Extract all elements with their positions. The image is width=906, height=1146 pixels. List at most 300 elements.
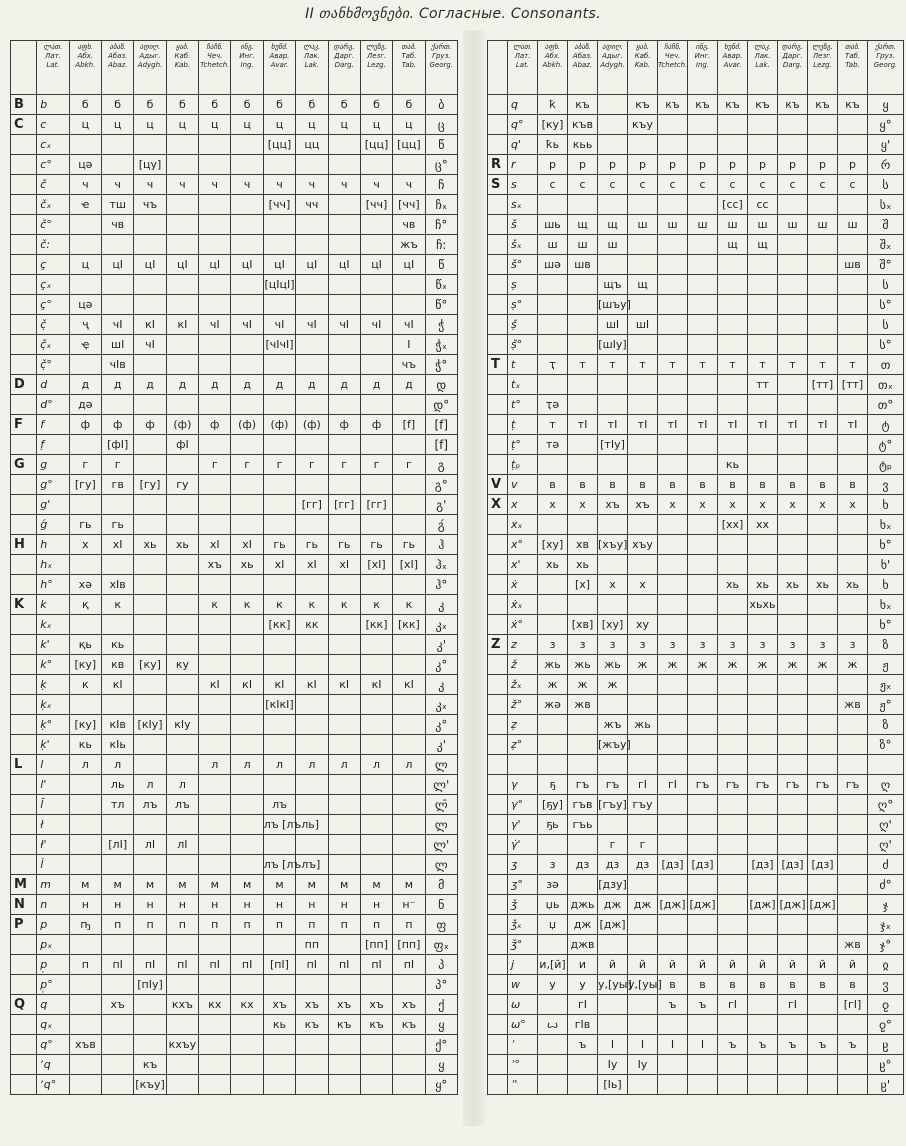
table-cell	[538, 835, 568, 855]
table-cell	[538, 1035, 568, 1055]
table-cell: ъ	[748, 1035, 778, 1055]
table-cell: х	[688, 495, 718, 515]
table-cell: д	[231, 375, 263, 395]
letter-cell	[11, 735, 37, 755]
table-cell: х	[808, 495, 838, 515]
table-cell	[718, 395, 748, 415]
table-cell	[568, 515, 598, 535]
letter-cell: P	[11, 915, 37, 935]
table-cell	[688, 375, 718, 395]
table-cell	[69, 695, 101, 715]
table-cell: б	[166, 95, 198, 115]
table-cell: п	[166, 915, 198, 935]
table-cell	[263, 495, 295, 515]
table-cell: цӀ	[393, 255, 425, 275]
georgian-cell: ლ'	[425, 775, 457, 795]
letter-cell: Z	[488, 635, 508, 655]
georgian-cell: ს°	[868, 295, 904, 315]
column-header: ლაკ. Лак. Lak.	[296, 41, 328, 95]
table-cell: х	[568, 495, 598, 515]
table-cell: т	[808, 355, 838, 375]
table-row	[488, 835, 904, 855]
table-cell: чӀ	[360, 315, 392, 335]
table-row	[488, 95, 904, 115]
georgian-cell: ჭ	[425, 315, 457, 335]
table-row	[488, 715, 904, 735]
table-cell	[166, 1015, 198, 1035]
table-cell: ч	[199, 175, 231, 195]
symbol-cell: ç°	[37, 295, 69, 315]
table-cell	[360, 775, 392, 795]
table-cell: ҷ	[69, 315, 101, 335]
column-header: ლათ. Лат. Lat.	[508, 41, 538, 95]
table-cell: ш	[718, 215, 748, 235]
table-row	[488, 1055, 904, 1075]
column-header: ქართ. Груз. Georg.	[425, 41, 457, 95]
georgian-cell: გ°	[425, 475, 457, 495]
table-cell: [гу]	[69, 475, 101, 495]
table-cell: б	[199, 95, 231, 115]
table-cell: [ку]	[69, 715, 101, 735]
table-cell	[166, 235, 198, 255]
table-cell	[748, 1055, 778, 1075]
letter-cell	[11, 255, 37, 275]
table-cell	[263, 295, 295, 315]
table-row	[11, 695, 458, 715]
table-cell: [тӀу]	[598, 435, 628, 455]
table-cell	[263, 735, 295, 755]
table-cell: й	[688, 955, 718, 975]
table-cell: х	[658, 495, 688, 515]
table-cell	[296, 735, 328, 755]
table-cell	[718, 735, 748, 755]
symbol-cell: cₓ	[37, 135, 69, 155]
table-cell: н	[102, 895, 134, 915]
table-cell	[568, 455, 598, 475]
table-cell	[778, 555, 808, 575]
table-cell	[748, 135, 778, 155]
table-cell: хъ	[360, 995, 392, 1015]
table-cell	[69, 1075, 101, 1095]
table-cell	[838, 815, 868, 835]
column-header: თაბ. Таб. Tab.	[838, 41, 868, 95]
table-cell	[568, 335, 598, 355]
table-cell: р	[808, 155, 838, 175]
table-cell	[360, 635, 392, 655]
table-cell	[748, 335, 778, 355]
table-cell	[568, 275, 598, 295]
letter-cell	[488, 415, 508, 435]
table-cell: з	[778, 635, 808, 655]
table-cell	[778, 515, 808, 535]
table-cell: дж	[568, 915, 598, 935]
table-cell: цә	[69, 295, 101, 315]
letter-cell	[11, 795, 37, 815]
table-row	[11, 975, 458, 995]
table-cell	[598, 375, 628, 395]
table-cell	[538, 575, 568, 595]
table-cell	[658, 435, 688, 455]
table-cell: ц	[393, 115, 425, 135]
table-cell	[688, 915, 718, 935]
table-cell	[718, 115, 748, 135]
table-cell: ъ	[658, 995, 688, 1015]
table-cell	[598, 1015, 628, 1035]
table-cell	[231, 715, 263, 735]
table-row	[11, 715, 458, 735]
table-cell	[718, 595, 748, 615]
table-cell: кӀв	[102, 715, 134, 735]
table-cell	[102, 235, 134, 255]
letter-cell	[488, 215, 508, 235]
table-cell	[199, 295, 231, 315]
table-cell	[263, 155, 295, 175]
table-cell	[134, 395, 166, 415]
table-row	[488, 735, 904, 755]
table-cell	[296, 1035, 328, 1055]
table-row	[11, 155, 458, 175]
table-row	[488, 655, 904, 675]
table-cell: ч	[360, 175, 392, 195]
georgian-cell: ყ	[425, 1015, 457, 1035]
table-cell: тӀ	[628, 415, 658, 435]
table-cell: [гӀ]	[838, 995, 868, 1015]
table-cell: [ку]	[538, 115, 568, 135]
table-cell	[748, 875, 778, 895]
table-row	[488, 495, 904, 515]
table-cell	[778, 235, 808, 255]
table-cell	[538, 335, 568, 355]
table-cell: ц	[199, 115, 231, 135]
table-cell	[748, 675, 778, 695]
table-cell	[658, 295, 688, 315]
table-cell	[393, 655, 425, 675]
table-cell	[199, 155, 231, 175]
table-cell: хъ	[628, 495, 658, 515]
table-cell: ц	[102, 115, 134, 135]
georgian-cell: კ°	[425, 715, 457, 735]
table-cell	[718, 895, 748, 915]
table-cell	[778, 1075, 808, 1095]
table-cell	[718, 795, 748, 815]
column-header: ხუნძ. Авар. Avar.	[718, 41, 748, 95]
table-cell: джв	[568, 935, 598, 955]
letter-cell	[11, 335, 37, 355]
table-cell: ч	[263, 175, 295, 195]
letter-cell	[488, 275, 508, 295]
table-cell	[808, 235, 838, 255]
letter-cell	[488, 395, 508, 415]
symbol-cell: ǯₓ	[508, 915, 538, 935]
table-cell	[778, 835, 808, 855]
table-cell: г	[296, 455, 328, 475]
table-cell: [дз]	[808, 855, 838, 875]
table-cell	[598, 595, 628, 615]
symbol-cell: k	[37, 595, 69, 615]
table-cell	[166, 395, 198, 415]
georgian-cell: ყ	[868, 95, 904, 115]
table-row	[488, 235, 904, 255]
letter-cell	[11, 1075, 37, 1095]
table-cell	[658, 455, 688, 475]
letter-cell	[488, 335, 508, 355]
table-cell	[231, 1035, 263, 1055]
letter-cell	[488, 695, 508, 715]
table-cell	[296, 775, 328, 795]
georgian-cell: გ	[425, 455, 457, 475]
table-cell	[360, 735, 392, 755]
table-cell	[134, 995, 166, 1015]
table-cell: чъ	[134, 195, 166, 215]
table-cell: дж	[598, 895, 628, 915]
table-cell	[808, 315, 838, 335]
table-row	[488, 255, 904, 275]
table-cell: [цц]	[393, 135, 425, 155]
table-cell: хь	[808, 575, 838, 595]
table-cell	[328, 795, 360, 815]
table-cell	[328, 295, 360, 315]
table-cell: в	[778, 475, 808, 495]
table-cell: шь	[538, 215, 568, 235]
table-cell	[838, 895, 868, 915]
table-cell	[688, 875, 718, 895]
table-cell: къ	[748, 95, 778, 115]
table-cell: Ӏу	[598, 1055, 628, 1075]
table-cell: жв	[568, 695, 598, 715]
table-cell	[199, 975, 231, 995]
table-cell: ц	[134, 115, 166, 135]
table-cell	[69, 775, 101, 795]
table-cell	[360, 715, 392, 735]
table-cell	[134, 635, 166, 655]
table-cell: къ	[688, 95, 718, 115]
table-cell: р	[718, 155, 748, 175]
table-cell: [чч]	[263, 195, 295, 215]
table-cell	[134, 515, 166, 535]
table-cell	[263, 975, 295, 995]
table-cell	[199, 215, 231, 235]
table-cell	[688, 755, 718, 775]
table-cell	[838, 595, 868, 615]
table-cell	[658, 755, 688, 775]
table-cell	[296, 655, 328, 675]
symbol-cell: k'	[37, 635, 69, 655]
table-cell: ц	[69, 255, 101, 275]
page-title: II თანხმოვნები. Согласные. Consonants.	[305, 6, 601, 22]
table-cell	[808, 735, 838, 755]
table-cell: л	[134, 775, 166, 795]
georgian-cell: თₓ	[868, 375, 904, 395]
letter-cell	[11, 395, 37, 415]
table-cell	[538, 295, 568, 315]
georgian-cell: ღ'	[868, 835, 904, 855]
table-row	[488, 275, 904, 295]
table-cell	[718, 275, 748, 295]
table-cell	[598, 695, 628, 715]
table-cell: кӀ	[134, 315, 166, 335]
table-cell	[263, 395, 295, 415]
table-cell: цӀ	[263, 255, 295, 275]
table-row	[488, 995, 904, 1015]
table-cell: пӀ	[328, 955, 360, 975]
table-cell: цӀ	[199, 255, 231, 275]
symbol-cell: š	[508, 215, 538, 235]
table-cell	[199, 575, 231, 595]
table-cell: зә	[538, 875, 568, 895]
table-cell	[360, 655, 392, 675]
table-cell: г	[231, 455, 263, 475]
table-cell	[838, 235, 868, 255]
table-cell: хь	[134, 535, 166, 555]
table-cell: л	[296, 755, 328, 775]
table-cell: [чч]	[360, 195, 392, 215]
table-cell	[328, 935, 360, 955]
table-row	[11, 955, 458, 975]
table-cell: д	[69, 375, 101, 395]
table-cell	[838, 675, 868, 695]
table-cell	[393, 835, 425, 855]
table-cell	[263, 515, 295, 535]
table-cell	[808, 535, 838, 555]
table-cell: [дз]	[748, 855, 778, 875]
letter-cell	[11, 835, 37, 855]
symbol-cell: d	[37, 375, 69, 395]
table-cell: тә	[538, 435, 568, 455]
letter-cell	[11, 475, 37, 495]
table-cell	[658, 235, 688, 255]
table-row	[488, 915, 904, 935]
georgian-cell: ჩ°	[425, 215, 457, 235]
table-cell: ц	[328, 115, 360, 135]
table-cell: т	[718, 355, 748, 375]
table-row	[11, 275, 458, 295]
table-cell	[688, 535, 718, 555]
table-cell: гъ	[838, 775, 868, 795]
table-cell: лъ [лълъ]	[263, 855, 295, 875]
table-cell: Ӏ	[658, 1035, 688, 1055]
table-cell: ц	[69, 115, 101, 135]
table-row	[488, 955, 904, 975]
table-cell	[393, 155, 425, 175]
table-cell: й	[748, 955, 778, 975]
symbol-cell: g°	[37, 475, 69, 495]
table-cell: лӀ	[134, 835, 166, 855]
table-cell: ч	[166, 175, 198, 195]
table-cell	[102, 855, 134, 875]
table-cell: в	[748, 475, 778, 495]
table-cell: ҟь	[538, 135, 568, 155]
letter-cell	[488, 915, 508, 935]
table-cell	[393, 795, 425, 815]
table-row	[11, 115, 458, 135]
table-cell	[328, 1055, 360, 1075]
table-cell	[69, 835, 101, 855]
table-row	[11, 95, 458, 115]
table-cell: (ф)	[231, 415, 263, 435]
table-cell	[688, 1075, 718, 1095]
table-cell	[393, 775, 425, 795]
table-cell: н⁻	[393, 895, 425, 915]
table-cell: чӀ	[134, 335, 166, 355]
table-cell	[360, 835, 392, 855]
table-cell	[166, 595, 198, 615]
table-cell: ҭә	[538, 395, 568, 415]
letter-cell: B	[11, 95, 37, 115]
table-cell	[688, 1055, 718, 1075]
table-cell	[628, 135, 658, 155]
georgian-cell: პ	[425, 955, 457, 975]
table-cell: хъ	[296, 995, 328, 1015]
letter-cell: T	[488, 355, 508, 375]
table-cell: къ	[393, 1015, 425, 1035]
table-cell: г	[69, 455, 101, 475]
georgian-cell: ხ'	[868, 555, 904, 575]
table-cell: (ф)	[263, 415, 295, 435]
table-cell: п	[102, 915, 134, 935]
letter-cell	[488, 195, 508, 215]
table-cell	[296, 1055, 328, 1075]
table-cell: п	[199, 915, 231, 935]
table-cell	[134, 295, 166, 315]
table-cell	[538, 455, 568, 475]
table-cell	[808, 1075, 838, 1095]
table-cell: м	[69, 875, 101, 895]
table-cell	[166, 755, 198, 775]
table-cell	[598, 115, 628, 135]
table-cell	[199, 275, 231, 295]
table-cell	[231, 355, 263, 375]
table-row	[11, 535, 458, 555]
table-cell	[328, 335, 360, 355]
georgian-cell: ჟₓ	[868, 675, 904, 695]
symbol-cell: č°	[37, 215, 69, 235]
table-cell: х	[69, 535, 101, 555]
table-cell: л	[199, 755, 231, 775]
symbol-cell: ẓ	[508, 715, 538, 735]
table-row	[488, 855, 904, 875]
georgian-cell: ვ	[868, 475, 904, 495]
table-cell	[231, 495, 263, 515]
table-cell: хъв	[69, 1035, 101, 1055]
symbol-cell: ω°	[508, 1015, 538, 1035]
letter-cell	[11, 855, 37, 875]
letter-cell	[11, 955, 37, 975]
column-header: აბაზ. Абаз. Abaz.	[102, 41, 134, 95]
table-cell	[688, 935, 718, 955]
symbol-cell: h°	[37, 575, 69, 595]
table-cell: з	[658, 635, 688, 655]
table-cell	[718, 915, 748, 935]
table-cell	[658, 835, 688, 855]
letter-cell	[11, 775, 37, 795]
table-cell: хь	[748, 575, 778, 595]
table-cell	[748, 255, 778, 275]
table-cell	[568, 295, 598, 315]
table-cell	[688, 515, 718, 535]
table-cell: лъ [лъль]	[263, 815, 295, 835]
table-cell: ҕь	[538, 815, 568, 835]
table-cell	[166, 195, 198, 215]
table-cell: ль	[102, 775, 134, 795]
letter-cell	[488, 315, 508, 335]
table-cell: щ	[568, 215, 598, 235]
table-cell	[231, 1015, 263, 1035]
georgian-cell: ც°	[425, 155, 457, 175]
table-cell	[134, 595, 166, 615]
table-cell	[296, 235, 328, 255]
column-header: დარგ. Дарг. Darg.	[778, 41, 808, 95]
symbol-cell: h	[37, 535, 69, 555]
